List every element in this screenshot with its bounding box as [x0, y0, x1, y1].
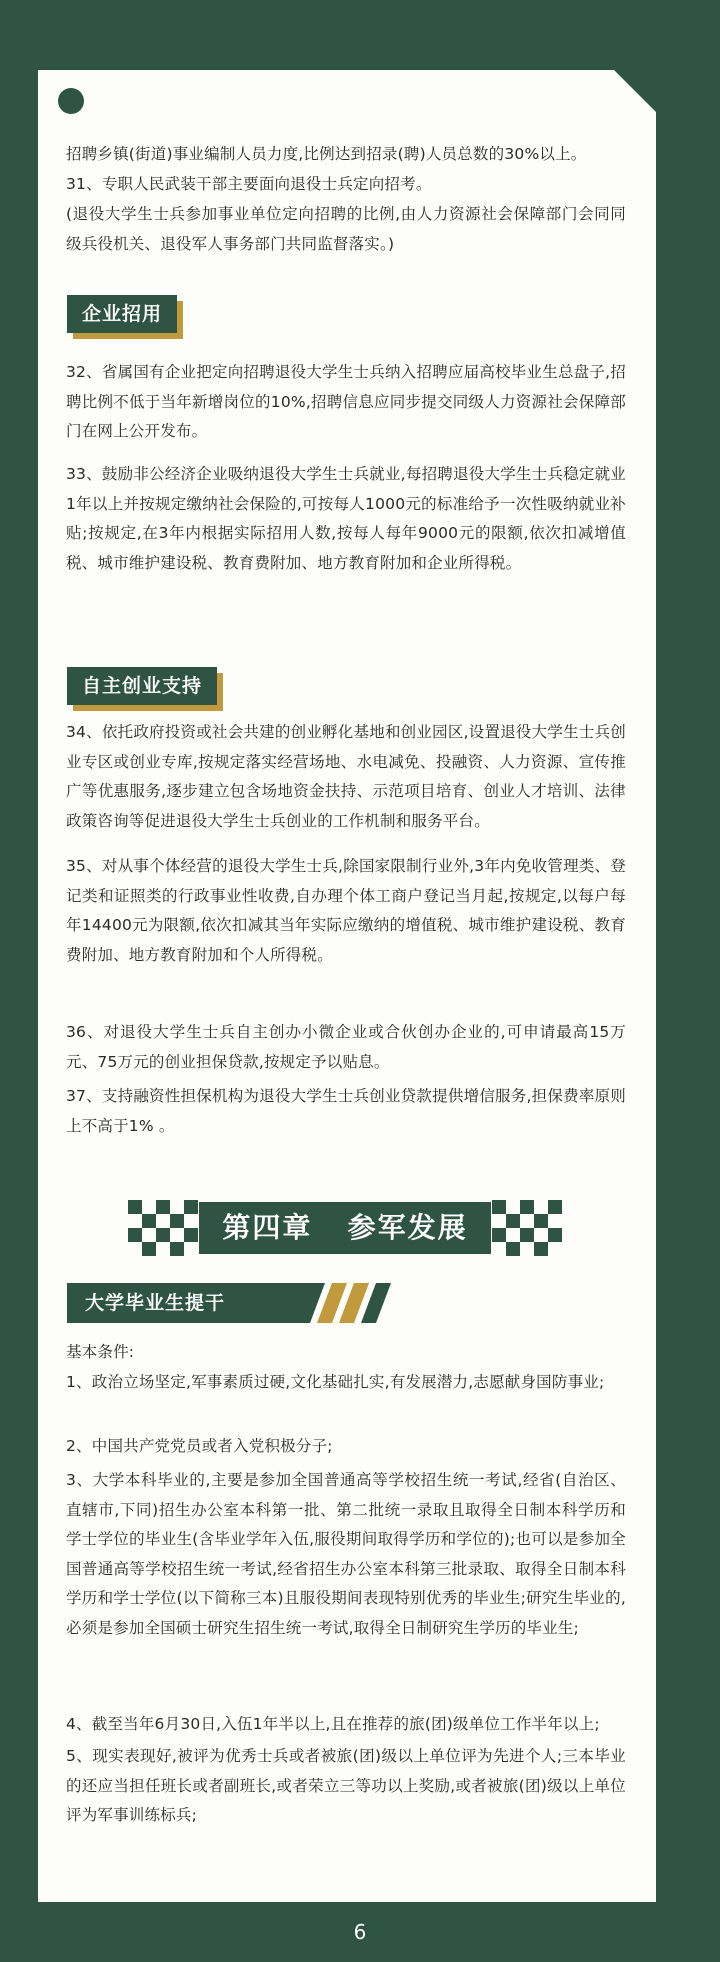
- paragraph-34: 34、依托政府投资或社会共建的创业孵化基地和创业园区,设置退役大学生士兵创业专区或创业专库,按规定落实经营场地、水电减免、投融资、人力资源、宣传推广等优惠服务,逐步建立包含场地资金扶持、示范项目培育、创业人才培训、法律政策咨询等促进退役大学生士兵创业的工作机制和服务平台。: [66, 723, 626, 830]
- decorative-dot-icon: [58, 88, 84, 114]
- basic-conditions-label: 基本条件:: [66, 1343, 135, 1361]
- paragraph-31: 31、专职人民武装干部主要面向退役士兵定向招考。: [66, 175, 432, 193]
- section-banner-graduate: [67, 1283, 391, 1323]
- paragraph-top-1: 招聘乡镇(街道)事业编制人员力度,比例达到招录(聘)人员总数的30%以上。: [66, 145, 587, 163]
- condition-3: 3、大学本科毕业的,主要是参加全国普通高等学校招生统一考试,经省(自治区、直辖市,下同)招生办公室本科第一批、第二批统一录取且取得全日制本科学历和学士学位的毕业生(含毕业学年入伍,服役期间取得学历和学位的);也可以是参加全国普通高等学校招生统一考试,经省招生办公室本科第三批录取、取得全日制本科学历和学士学位(以下简称三本)且服役期间表现特别优秀的毕业生;研究生毕业的,必须是参加全国硕士研究生招生统一考试,取得全日制研究生学历的毕业生;: [66, 1471, 626, 1637]
- chapter-header: [128, 1198, 562, 1258]
- section-tag-startup: 自主创业支持: [67, 667, 217, 705]
- condition-2: 2、中国共产党党员或者入党积极分子;: [66, 1437, 333, 1455]
- condition-1: 1、政治立场坚定,军事素质过硬,文化基础扎实,有发展潜力,志愿献身国防事业;: [66, 1373, 605, 1391]
- paragraph-32: 32、省属国有企业把定向招聘退役大学生士兵纳入招聘应届高校毕业生总盘子,招聘比例不低于当年新增岗位的10%,招聘信息应同步提交同级人力资源社会保障部门在网上公开发布。: [66, 363, 626, 440]
- paragraph-note: (退役大学生士兵参加事业单位定向招聘的比例,由人力资源社会保障部门会同同级兵役机关、退役军人事务部门共同监督落实。): [66, 205, 626, 253]
- section-tag-enterprise: 企业招用: [67, 295, 177, 333]
- paragraph-36: 36、对退役大学生士兵自主创办小微企业或合伙创办企业的,可申请最高15万元、75万元的创业担保贷款,按规定予以贴息。: [66, 1023, 626, 1071]
- condition-5: 5、现实表现好,被评为优秀士兵或者被旅(团)级以上单位评为先进个人;三本毕业的还应当担任班长或者副班长,或者荣立三等功以上奖励,或者被旅(团)级以上单位评为军事训练标兵;: [66, 1747, 626, 1824]
- banner-title: 大学毕业生提干: [67, 1283, 310, 1323]
- paragraph-33: 33、鼓励非公经济企业吸纳退役大学生士兵就业,每招聘退役大学生士兵稳定就业1年以上并按规定缴纳社会保险的,可按每人1000元的标准给予一次性吸纳就业补贴;按规定,在3年内根据实际招用人数,按每人每年9000元的限额,依次扣减增值税、城市维护建设税、教育费附加、地方教育附加和企业所得税。: [66, 465, 626, 572]
- paragraph-35: 35、对从事个体经营的退役大学生士兵,除国家限制行业外,3年内免收管理类、登记类和证照类的行政事业性收费,自办理个体工商户登记当月起,按规定,以每户每年14400元为限额,依次扣减其当年实际应缴纳的增值税、城市维护建设税、教育费附加、地方教育附加和个人所得税。: [66, 857, 626, 964]
- paragraph-37: 37、支持融资性担保机构为退役大学生士兵创业贷款提供增信服务,担保费率原则上不高于1% 。: [66, 1087, 626, 1135]
- chapter-title: 第四章 参军发展: [199, 1202, 491, 1254]
- condition-4: 4、截至当年6月30日,入伍1年半以上,且在推荐的旅(团)级单位工作半年以上;: [66, 1715, 600, 1733]
- page-number: 6: [353, 1920, 367, 1944]
